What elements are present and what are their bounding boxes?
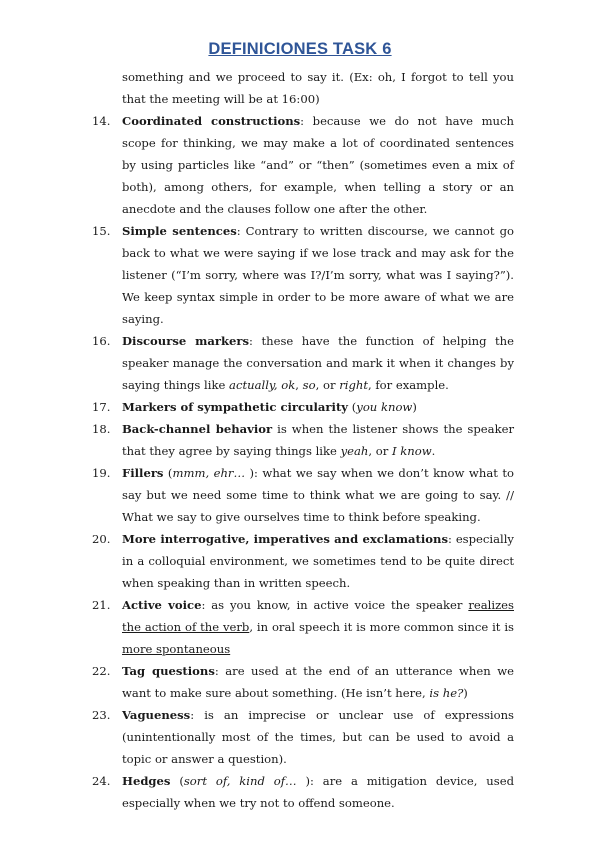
definition-item-17 [92,396,514,418]
example-text: I know [391,444,432,458]
item-text: : these have the function of helping the speaker manage the conversation and mark it when it changes by saying things like [122,334,515,392]
item-number: 22. [92,664,111,678]
item-text: ( [348,400,357,414]
definition-item-19 [92,462,514,528]
item-number: 19. [92,466,111,480]
example-text: sort of, kind of… [183,774,297,788]
item-number: 18. [92,422,111,436]
item-number: 15. [92,224,111,238]
item-term: Vagueness [122,708,191,722]
item-text: ) [412,400,417,414]
definition-item-20 [92,528,514,594]
item-term: Hedges [122,774,171,788]
definition-item-24 [92,770,515,814]
item-text: , in oral speech it is more common since it is [249,620,514,634]
item-term: Tag questions [122,664,215,678]
item-text: , or [368,444,392,458]
item-text: , for example. [368,378,449,392]
item-text: : because we do not have much scope for thinking, we may make a lot of coordinated sentences by using particles like “and” or “then” (sometimes even a mix of both), among others, for example, when telling a story or an anecdote and the clauses follow one after the other. [122,114,514,216]
item-number: 16. [92,334,111,348]
item-number: 20. [92,532,111,546]
item-text: ): are a mitigation device, used especially when we try not to offend someone. [122,774,515,810]
item-text: : especially in a colloquial environment, we sometimes tend to be quite direct when speaking than in written speech. [122,532,514,590]
item-term: Fillers [122,466,164,480]
item-number: 14. [92,114,111,128]
definition-item-14 [92,110,514,220]
definitions-body [92,66,515,814]
item-text: : is an imprecise or unclear use of expressions (unintentionally most of the times, but can be used to avoid a topic or answer a question). [122,708,514,766]
underlined-text: realizes the action of the verb [122,598,514,634]
item-number: 24. [92,774,111,788]
item-text: is when the listener shows the speaker that they agree by saying things like [122,422,515,458]
item-number: 21. [92,598,111,612]
item-term: Markers of sympathetic circularity [122,400,349,414]
definition-item-21 [92,594,514,660]
item-text: : Contrary to written discourse, we cannot go back to what we were saying if we lose track and may ask for the listener (“I’m sorry, where was I?/I’m sorry, what was I saying?”). We keep syntax simple in order to be more aware of what we are saying. [122,224,514,326]
item-text: , or [315,378,340,392]
example-text: so [302,378,316,392]
definition-item-15 [92,220,514,330]
item-text: ( [170,774,184,788]
item-term: Discourse markers [122,334,250,348]
definition-item-16 [92,330,515,396]
example-text: right [339,378,368,392]
item-text: : are used at the end of an utterance when we want to make sure about something. (He isn’t here, [122,664,514,700]
definition-item-18 [92,418,515,462]
example-text: is he? [429,686,464,700]
item-term: Active voice [122,598,202,612]
definition-item-23 [92,704,514,770]
example-text: actually, ok [229,378,296,392]
item-number: 23. [92,708,111,722]
item-text: ) [463,686,468,700]
underlined-text: more spontaneous [122,642,231,656]
example-text: yeah [340,444,369,458]
page-title: DEFINICIONES TASK 6 [208,40,392,58]
definition-item-22 [92,660,514,704]
item-text: , [295,378,303,392]
example-text: you know [356,400,413,414]
item-text: : as you know, in active voice the speaker [201,598,469,612]
item-number: 17. [92,400,111,414]
item-text: ): what we say when we don’t know what to say but we need some time to think what we are going to say. // What we say to give ourselves time to think before speaking. [122,466,514,524]
example-text: mmm, ehr… [172,466,246,480]
item-term: More interrogative, imperatives and exclamations [122,532,448,546]
item-term: Simple sentences [122,224,237,238]
item-text: ( [163,466,173,480]
item-text: . [431,444,436,458]
item-term: Coordinated constructions [122,114,301,128]
continuation-text: something and we proceed to say it. (Ex: oh, I forgot to tell you that the meeting will be at 16:00) [122,70,514,106]
item-term: Back-channel behavior [122,422,273,436]
